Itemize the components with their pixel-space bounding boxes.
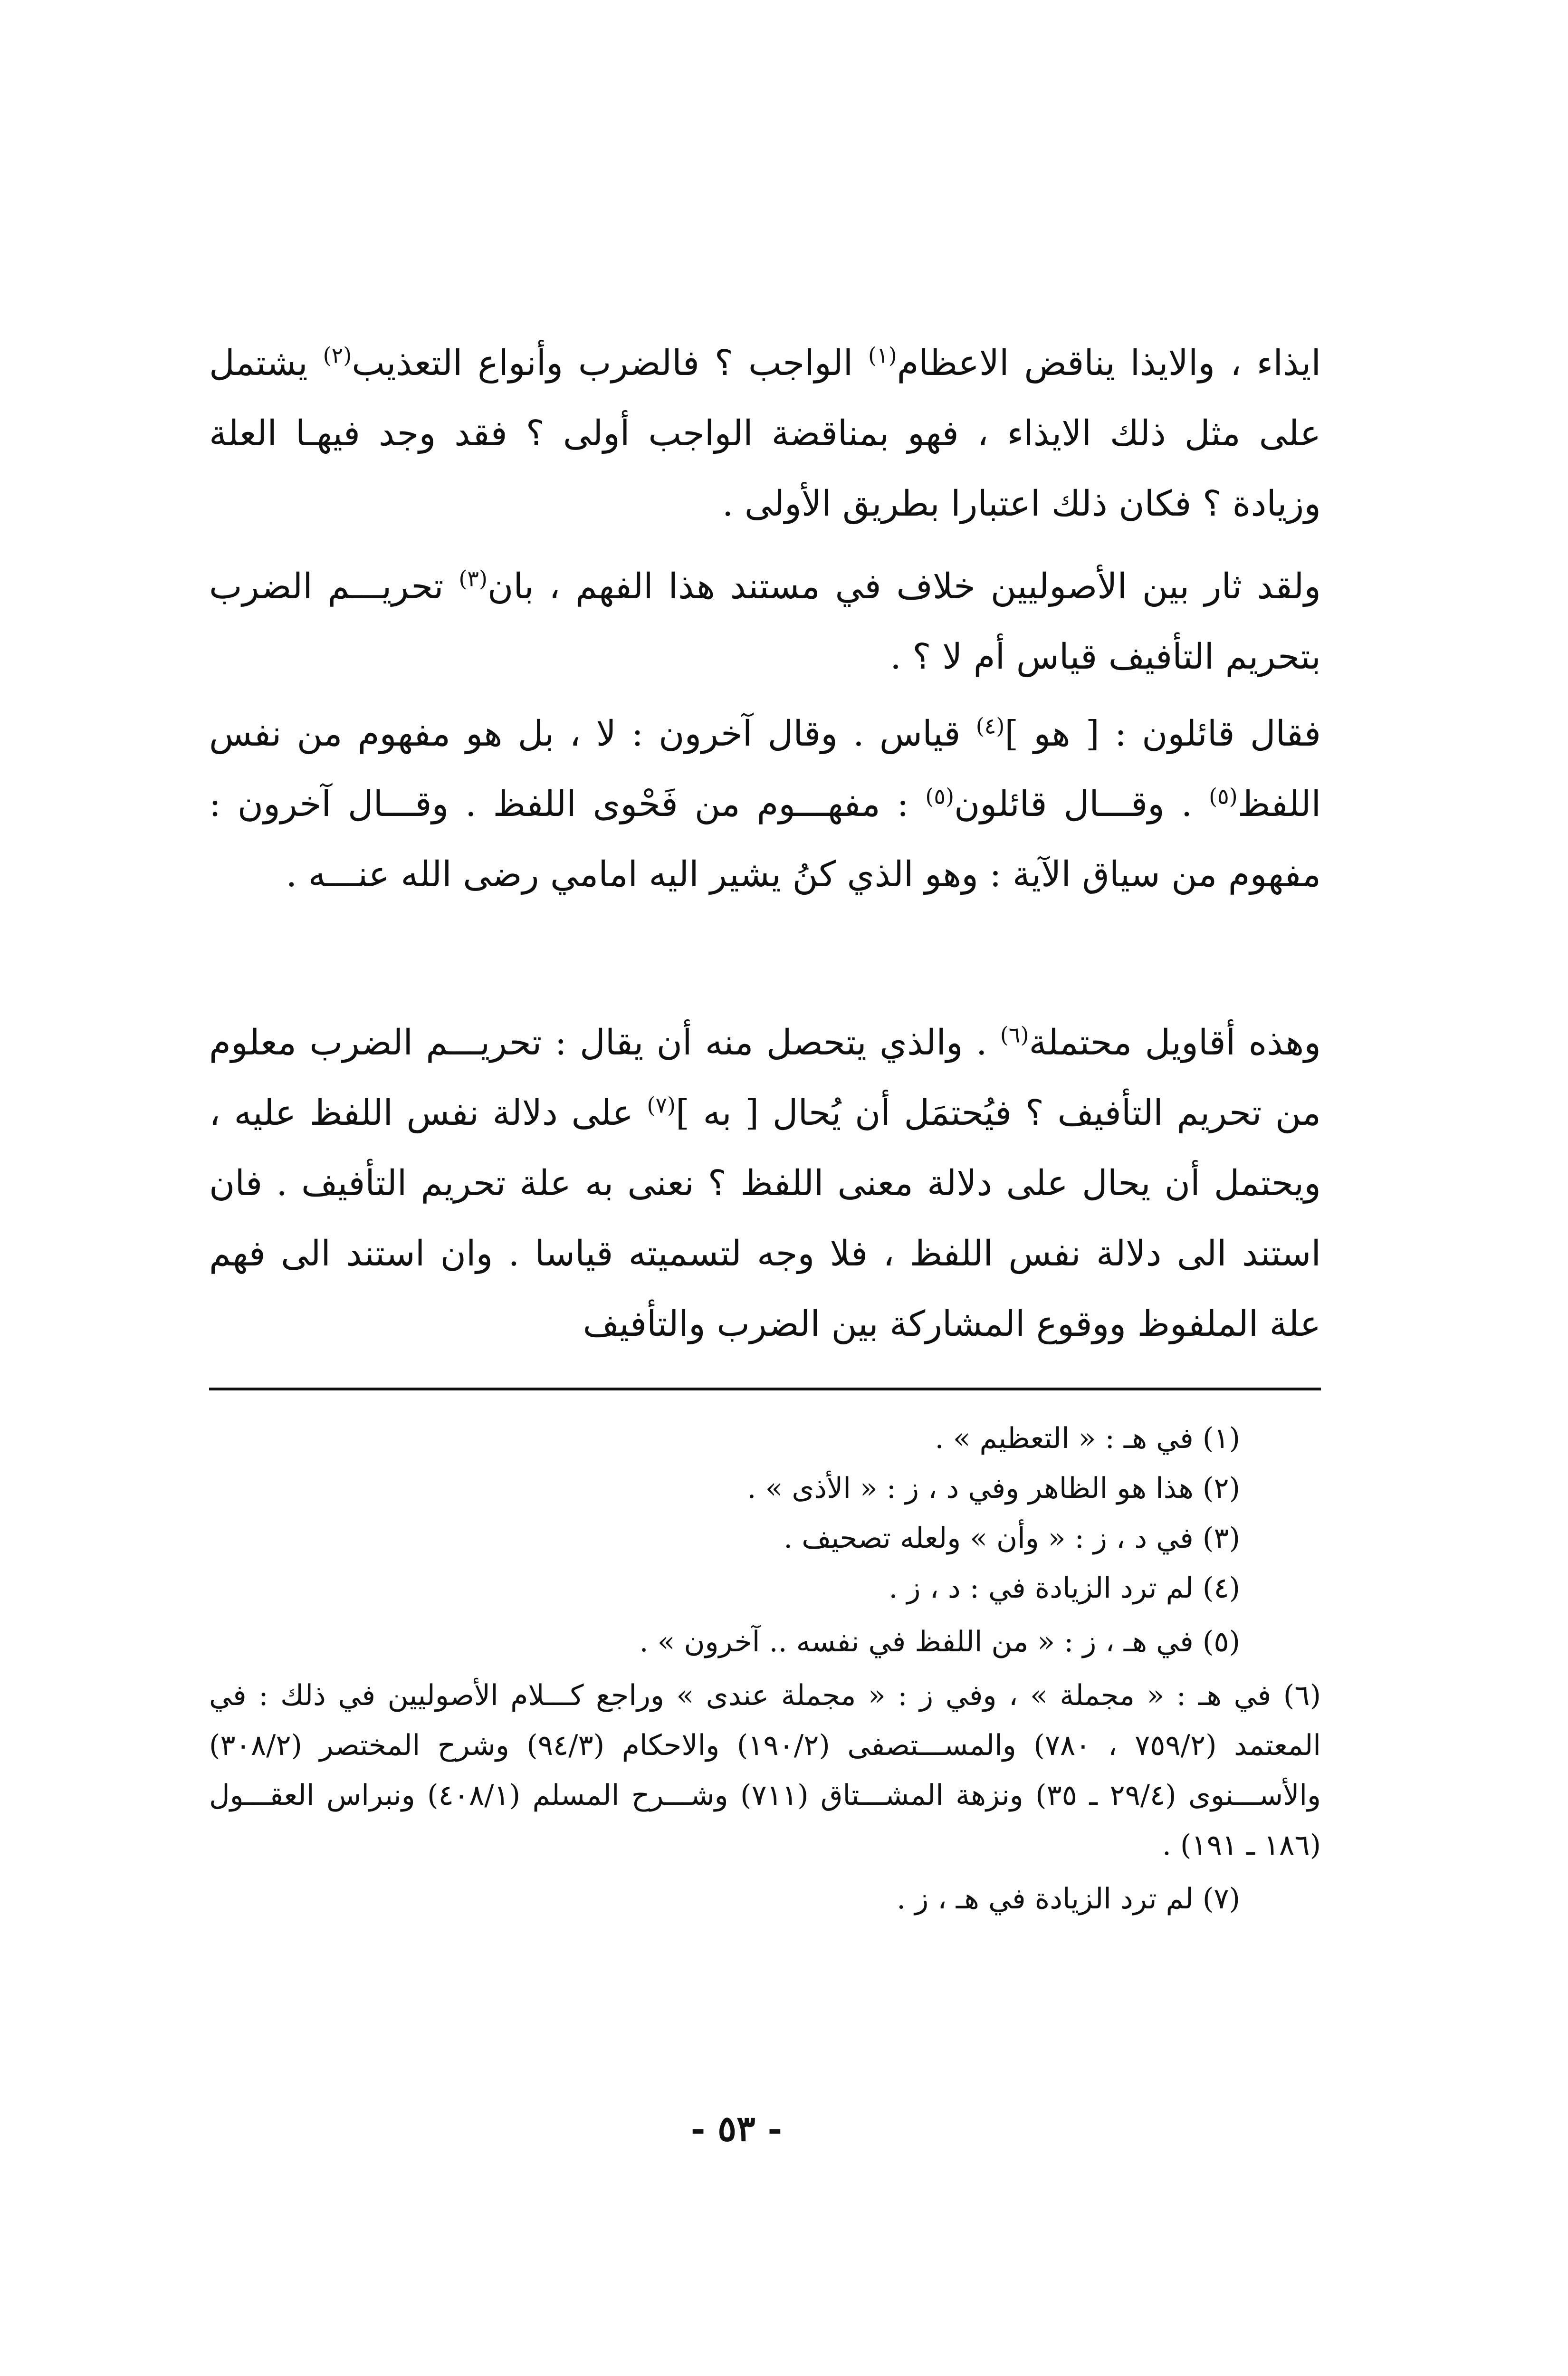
paragraph-1 bbox=[209, 328, 1321, 539]
paragraph-3-text-c: . وقـــال قائلون bbox=[954, 784, 1209, 824]
footnote-ref-5b: (٥) bbox=[925, 783, 955, 809]
paragraph-2 bbox=[209, 551, 1321, 692]
paragraph-4 bbox=[209, 1007, 1321, 1359]
footnote-ref-2: (٢) bbox=[323, 342, 352, 368]
footnote-1: (١) في هـ : « التعظيم » . bbox=[935, 1422, 1240, 1455]
footnote-3: (٣) في د ، ز : « وأن » ولعله تصحيف . bbox=[784, 1522, 1240, 1555]
paragraph-1-text-b: الواجب ؟ فالضرب وأنواع التعذيب bbox=[352, 343, 868, 383]
paragraph-4-text-a: وهذه أقاويل محتملة bbox=[1029, 1022, 1321, 1063]
footnotes-list bbox=[209, 1414, 1321, 1924]
footnote-6: (٦) في هـ : « مجملة » ، وفي ز : « مجملة عندى » وراجع كـــلام الأصوليين في ذلك : في المعتمد (٧٥٩/٢ ، ٧٨٠) والمســـتصفى (١٩٠/٢) والاحكام (٩٤/٣) وشرح المختصر (٣٠٨/٢) والأســـنوى (٢٩/٤ ـ ٣٥) ونزهة المشـــتاق (٧١١) وشـــرح المسلم (٤٠٨/١) ونبراس العقـــول (١٨٦ ـ ١٩١) . bbox=[209, 1679, 1321, 1862]
paragraph-2-text-a: ولقد ثار بين الأصوليين خلاف في مستند هذا الفهم ، بان bbox=[487, 566, 1321, 607]
footnote-ref-7: (٧) bbox=[647, 1092, 676, 1118]
paragraph-3-text-a: فقال قائلون : [ هو ] bbox=[1004, 713, 1321, 754]
paragraph-3-text-d: : مفهـــوم من فَحْوى اللفظ . وقـــال آخرون : مفهوم من سياق الآية : وهو الذي كنُ يشير اليه امامي رضى الله عنـــه . bbox=[209, 784, 1321, 895]
footnote-ref-1: (١) bbox=[868, 342, 897, 368]
footnote-ref-4: (٤) bbox=[975, 713, 1005, 739]
footnote-ref-6: (٦) bbox=[1000, 1022, 1029, 1048]
footnote-ref-5a: (٥) bbox=[1209, 783, 1238, 809]
footnote-divider bbox=[209, 1388, 1321, 1390]
paragraph-1-text-a: ايذاء ، والايذا يناقض الاعظام bbox=[897, 343, 1321, 383]
paragraph-3 bbox=[209, 699, 1321, 910]
footnote-7: (٧) لم ترد الزيادة في هـ ، ز . bbox=[897, 1882, 1240, 1916]
paragraph-4-text-b: . والذي يتحصل منه أن يقال : تحريـــم الضرب معلوم من تحريم التأفيف ؟ فيُحتمَل أن يُحال [ به ] bbox=[209, 1022, 1321, 1133]
page-number: - ٥٣ - bbox=[690, 2108, 783, 2149]
paragraph-1-text-c: يشتمل على مثل ذلك الايذاء ، فهو بمناقضة الواجب أولى ؟ فقد وجد فيهـا العلة وزيادة ؟ فكان ذلك اعتبارا بطريق الأولى . bbox=[209, 343, 1321, 524]
footnote-5: (٥) في هـ ، ز : « من اللفظ في نفسه .. آخرون » . bbox=[639, 1625, 1240, 1658]
footnote-ref-3: (٣) bbox=[459, 565, 488, 592]
paragraph-3-text-b: قياس . وقال آخرون : لا ، بل هو مفهوم من نفس اللفظ bbox=[209, 713, 1321, 824]
paragraph-2-text-b: تحريـــم الضرب بتحريم التأفيف قياس أم لا ؟ . bbox=[209, 566, 1321, 677]
footnote-2: (٢) هذا هو الظاهر وفي د ، ز : « الأذى » . bbox=[747, 1472, 1240, 1505]
footnote-4: (٤) لم ترد الزيادة في : د ، ز . bbox=[889, 1571, 1240, 1605]
paragraph-4-text-c: على دلالة نفس اللفظ عليه ، ويحتمل أن يحال على دلالة معنى اللفظ ؟ نعنى به علة تحريم التأفيف . فان استند الى دلالة نفس اللفظ ، فلا وجه لتسميته قياسا . وان استند الى فهم علة الملفوظ ووقوع المشاركة بين الضرب والتأفيف bbox=[209, 1092, 1321, 1344]
